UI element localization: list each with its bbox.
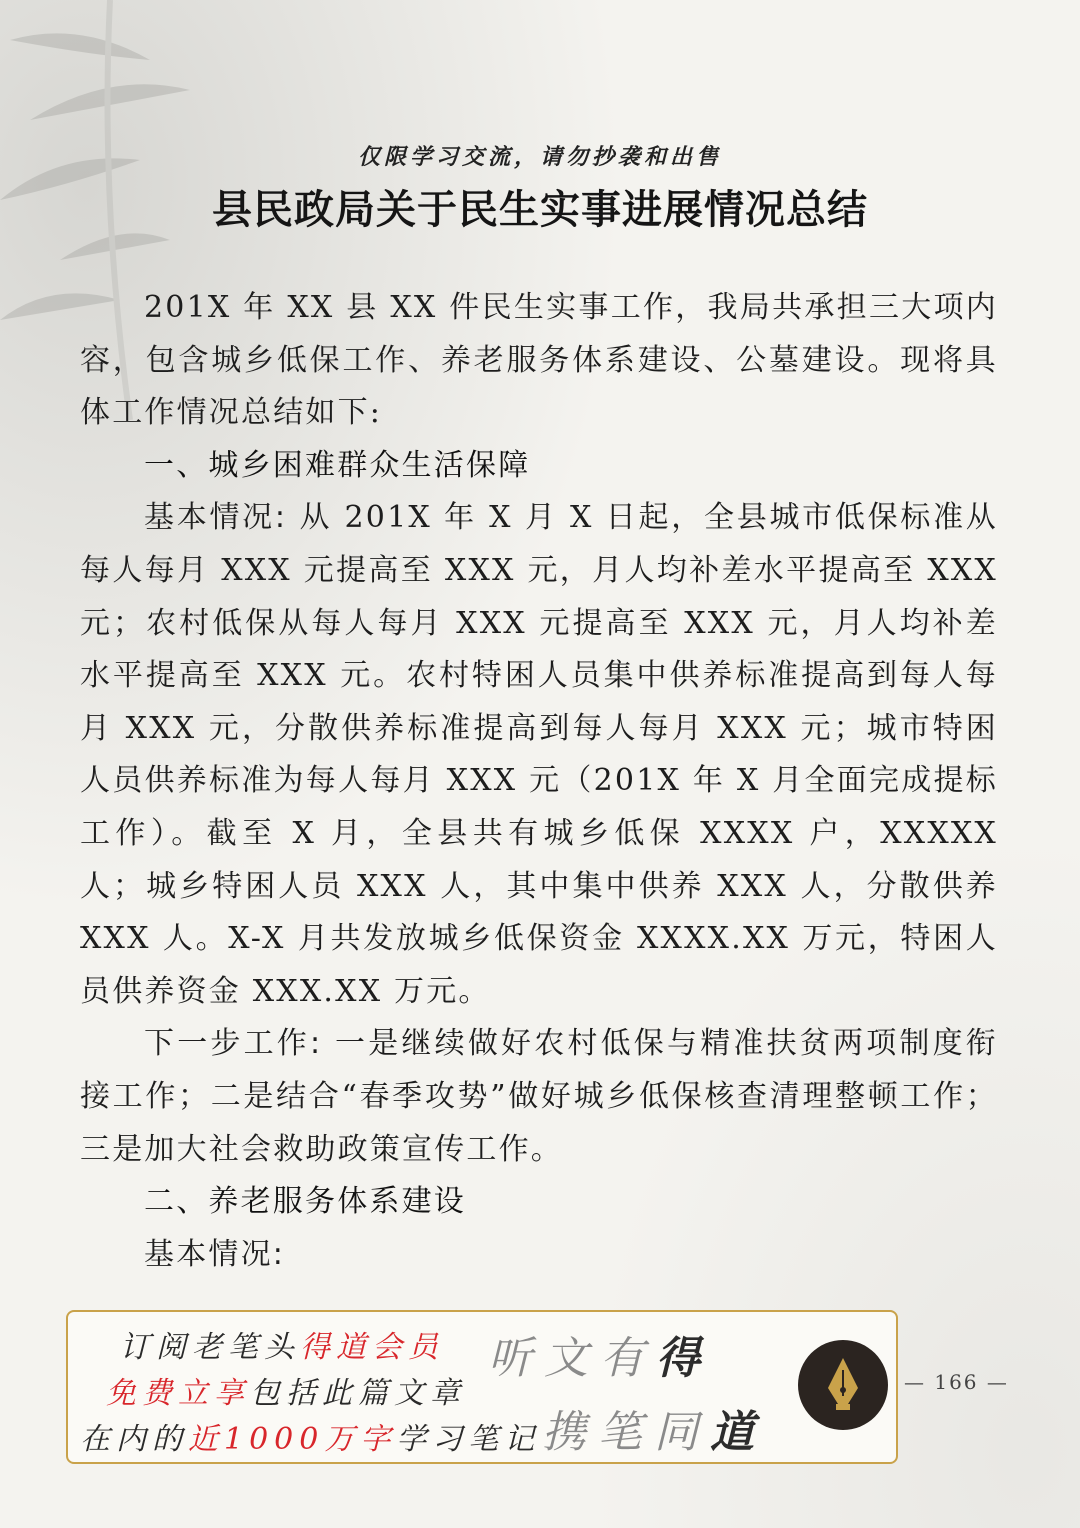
basic-situation-label-2: 基本情况: (144, 1236, 286, 1272)
fountain-pen-nib-icon (798, 1340, 888, 1430)
banner-line-1-text: 订阅老笔头 (120, 1330, 300, 1365)
section-heading-2: 二、养老服务体系建设 (144, 1184, 466, 1220)
banner-count-highlight: 近1000万字 (188, 1422, 397, 1457)
banner-line-3 (80, 1414, 540, 1458)
next-steps-text: 一是继续做好农村低保与精准扶贫两项制度衔接工作；二是结合“春季攻势”做好城乡低保核查清理整顿工作；三是加大社会救助政策宣传工作。 (80, 1026, 998, 1167)
banner-line-2-text: 包括此篇文章 (250, 1376, 466, 1411)
banner-slogan-2 (542, 1396, 766, 1460)
slogan-1-char: 得 (656, 1333, 712, 1384)
basic-situation-paragraph-1 (80, 492, 998, 1018)
banner-line-3-text-a: 在内的 (80, 1422, 188, 1457)
slogan-1-text: 听文有 (488, 1333, 656, 1384)
slogan-2-char: 道 (710, 1407, 766, 1458)
copyright-notice: 仅限学习交流，请勿抄袭和出售 (357, 144, 722, 170)
basic-situation-text-1: 从 201X 年 X 月 X 日起，全县城市低保标准从每人每月 XXX 元提高至 XXX 元，月人均补差水平提高至 XXX 元；农村低保从每人每月 XXX 元提高至 XXX 元，月人均补差水平提高至 XXX 元。农村特困人员集中供养标准提高到每人每月 XXX 元，分散供养标准提高到每人每月 XXX 元；城市特困人员供养标准为每人每月 XXX 元（201X 年 X 月全面完成提标工作）。截至 X 月，全县共有城乡低保 XXXX 户，XXXXX 人；城乡特困人员 XXX 人，其中集中供养 XXX 人，分散供养 XXX 人。X-X 月共发放城乡低保资金 XXXX.XX 万元，特困人员供养资金 XXX.XX 万元。 (80, 500, 999, 1009)
banner-slogan-1 (488, 1322, 712, 1386)
banner-member-highlight: 得道会员 (300, 1330, 444, 1365)
banner-free-highlight: 免费立享 (106, 1376, 250, 1411)
document-body (80, 282, 998, 1281)
banner-line-3-text-c: 学习笔记 (396, 1422, 541, 1457)
page-number: — 166 — (904, 1370, 1009, 1394)
section-heading-1: 一、城乡困难群众生活保障 (144, 447, 531, 483)
next-steps-label: 下一步工作: (144, 1026, 323, 1062)
banner-line-1 (120, 1322, 444, 1366)
basic-situation-label-1: 基本情况: (144, 500, 288, 536)
slogan-2-text: 携笔同 (542, 1407, 710, 1458)
document-title: 县民政局关于民生实事进展情况总结 (212, 187, 868, 233)
next-steps-paragraph (80, 1018, 998, 1176)
membership-ad-banner[interactable] (66, 1310, 898, 1464)
banner-line-2 (106, 1368, 466, 1412)
intro-paragraph: 201X 年 XX 县 XX 件民生实事工作，我局共承担三大项内容，包含城乡低保工作、养老服务体系建设、公墓建设。现将具体工作情况总结如下: (80, 290, 998, 431)
